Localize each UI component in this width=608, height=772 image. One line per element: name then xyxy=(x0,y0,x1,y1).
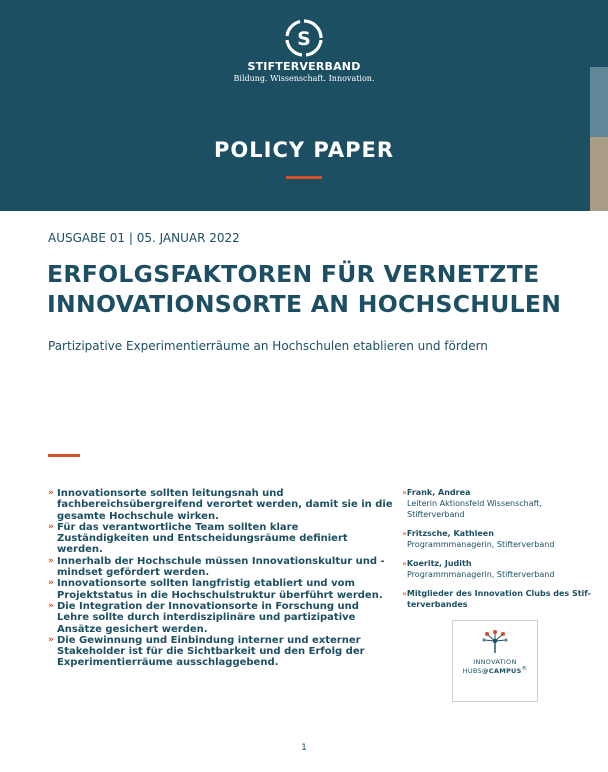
page-subtitle: Partizipative Experimentierräume an Hochschulen etablieren und fördern xyxy=(48,339,488,353)
key-point: » Innovationsorte sollten leitungsnah und fachbereichsübergreifend verortet werden, damit sie in die gesamte Hochschule wirken. xyxy=(48,488,393,522)
svg-text:S: S xyxy=(297,28,311,50)
section-accent-rule xyxy=(48,454,80,457)
bullet-marker: » xyxy=(402,488,407,497)
bullet-marker: » xyxy=(48,578,54,589)
brand-name: STIFTERVERBAND xyxy=(247,60,361,73)
key-points-list xyxy=(48,488,393,669)
innovation-hubs-network-icon xyxy=(481,629,509,655)
author-name: Fritzsche, Kathleen xyxy=(406,529,494,538)
key-point: » Die Integration der Innovationsorte in Forschung und Lehre sollte durch interdisziplinäre und partizipative Ansätze gesichert werden. xyxy=(48,600,359,635)
bullet-marker: » xyxy=(402,529,407,538)
author-name: Frank, Andrea xyxy=(406,488,471,497)
title-line-1: ERFOLGSFAKTOREN FÜR VERNETZTE xyxy=(47,260,540,288)
hub-logo-line-2: HUBS@CAMPUS® xyxy=(462,666,528,676)
bullet-marker: » xyxy=(402,589,407,598)
author-entry xyxy=(402,487,592,520)
author-role: Stifterverband xyxy=(407,510,465,519)
key-point: » Innerhalb der Hochschule müssen Innovationskultur und -mindset gefördert werden. xyxy=(48,555,385,579)
author-role: Programmmanagerin, Stifterverband xyxy=(407,570,555,579)
key-point: » Innovationsorte sollten langfristig etabliert und vom Projektstatus in die Hochschulstruktur überführt werden. xyxy=(48,578,383,601)
bullet-marker: » xyxy=(48,521,54,532)
author-entry xyxy=(402,558,592,580)
bullet-marker: » xyxy=(48,600,54,611)
author-entry xyxy=(402,528,592,550)
key-point: » Für das verantwortliche Team sollten klare Zuständigkeiten und Entscheidungsräume definiert werden. xyxy=(48,521,348,556)
innovation-hubs-logo xyxy=(452,620,538,702)
bullet-marker: » xyxy=(48,488,54,498)
key-point: » Die Gewinnung und Einbindung interner und externer Stakeholder ist für die Sichtbarkeit und den Erfolg der Experimentierräume ausschlaggebend. xyxy=(48,634,365,669)
page-number: 1 xyxy=(301,743,307,753)
author-name-continued: terverbandes xyxy=(407,600,468,609)
authors-list xyxy=(402,487,592,618)
author-name: Mitglieder des Innovation Clubs des Stif- xyxy=(406,589,591,598)
page-title xyxy=(47,259,561,319)
hub-logo-line-1: INNOVATION xyxy=(473,658,517,666)
issue-date: AUSGABE 01 | 05. JANUAR 2022 xyxy=(48,231,240,245)
author-entry xyxy=(402,588,592,610)
title-line-2: INNOVATIONSORTE AN HOCHSCHULEN xyxy=(47,290,562,318)
stifterverband-logo-icon xyxy=(284,18,324,58)
bullet-marker: » xyxy=(402,559,407,568)
author-role: Leiterin Aktionsfeld Wissenschaft, xyxy=(407,499,543,508)
header-accent-rule xyxy=(286,176,322,179)
author-name: Koeritz, Judith xyxy=(406,559,472,568)
bullet-marker: » xyxy=(48,555,54,566)
brand-logo xyxy=(0,18,608,83)
bullet-marker: » xyxy=(48,634,54,645)
document-type: POLICY PAPER xyxy=(214,138,394,162)
author-role: Programmmanagerin, Stifterverband xyxy=(407,540,555,549)
brand-tagline: Bildung. Wissenschaft. Innovation. xyxy=(233,74,375,83)
